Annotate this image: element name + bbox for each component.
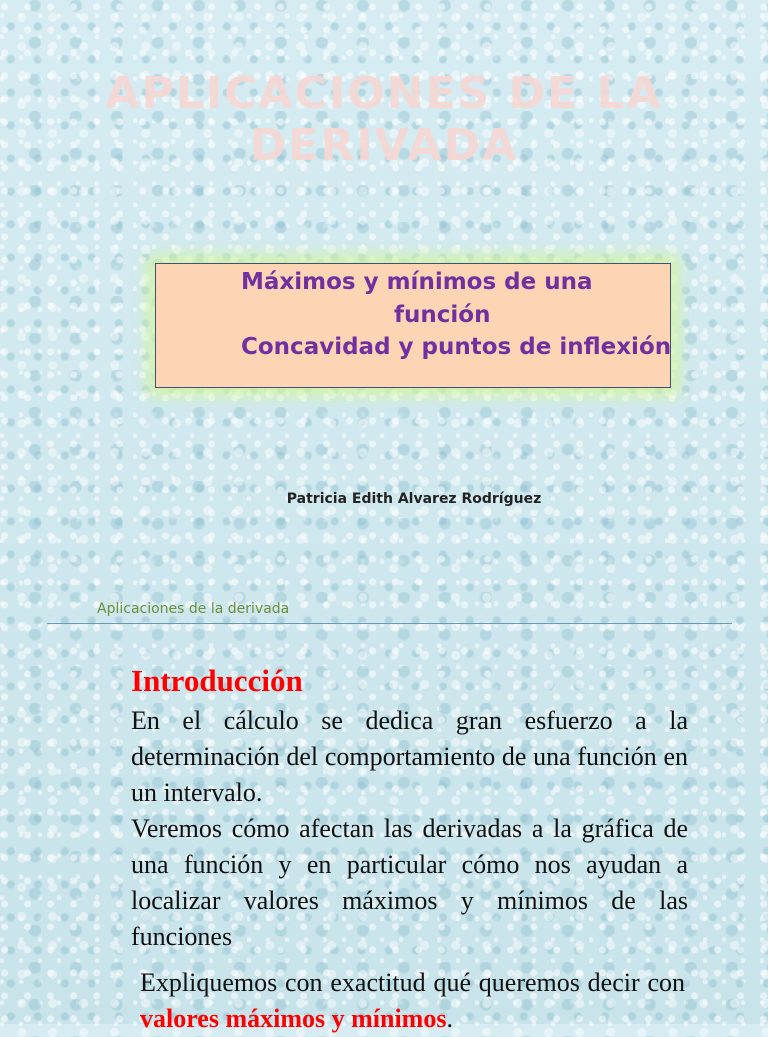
paragraph-2: Veremos cómo afectan las derivadas a la gráfica de una función y en particular cómo nos ayudan a localizar valores máximos y mínimos de las funciones <box>131 814 688 951</box>
intro-body <box>131 703 688 955</box>
paragraph-3 <box>140 965 685 1037</box>
subtitle-line-2: función <box>394 302 491 328</box>
subtitle-line-3: Concavidad y puntos de inflexión <box>241 334 672 360</box>
paragraph-3-end: . <box>446 1004 453 1033</box>
subtitle-box <box>155 263 671 388</box>
header-divider <box>47 623 732 624</box>
paragraph-1: En el cálculo se dedica gran esfuerzo a la determinación del comportamiento de una función en un intervalo. <box>131 706 688 807</box>
subtitle-line-1: Máximos y mínimos de una <box>241 269 593 295</box>
author-name: Patricia Edith Alvarez Rodríguez <box>286 491 542 507</box>
slide-header-label: Aplicaciones de la derivada <box>97 601 290 617</box>
section-title: Introducción <box>131 663 303 698</box>
paragraph-3-text: Expliquemos con exactitud qué queremos decir con <box>140 968 685 997</box>
slide-title: APLICACIONES DE LA DERIVADA <box>105 68 663 171</box>
highlighted-term: valores máximos y mínimos <box>140 1004 447 1033</box>
